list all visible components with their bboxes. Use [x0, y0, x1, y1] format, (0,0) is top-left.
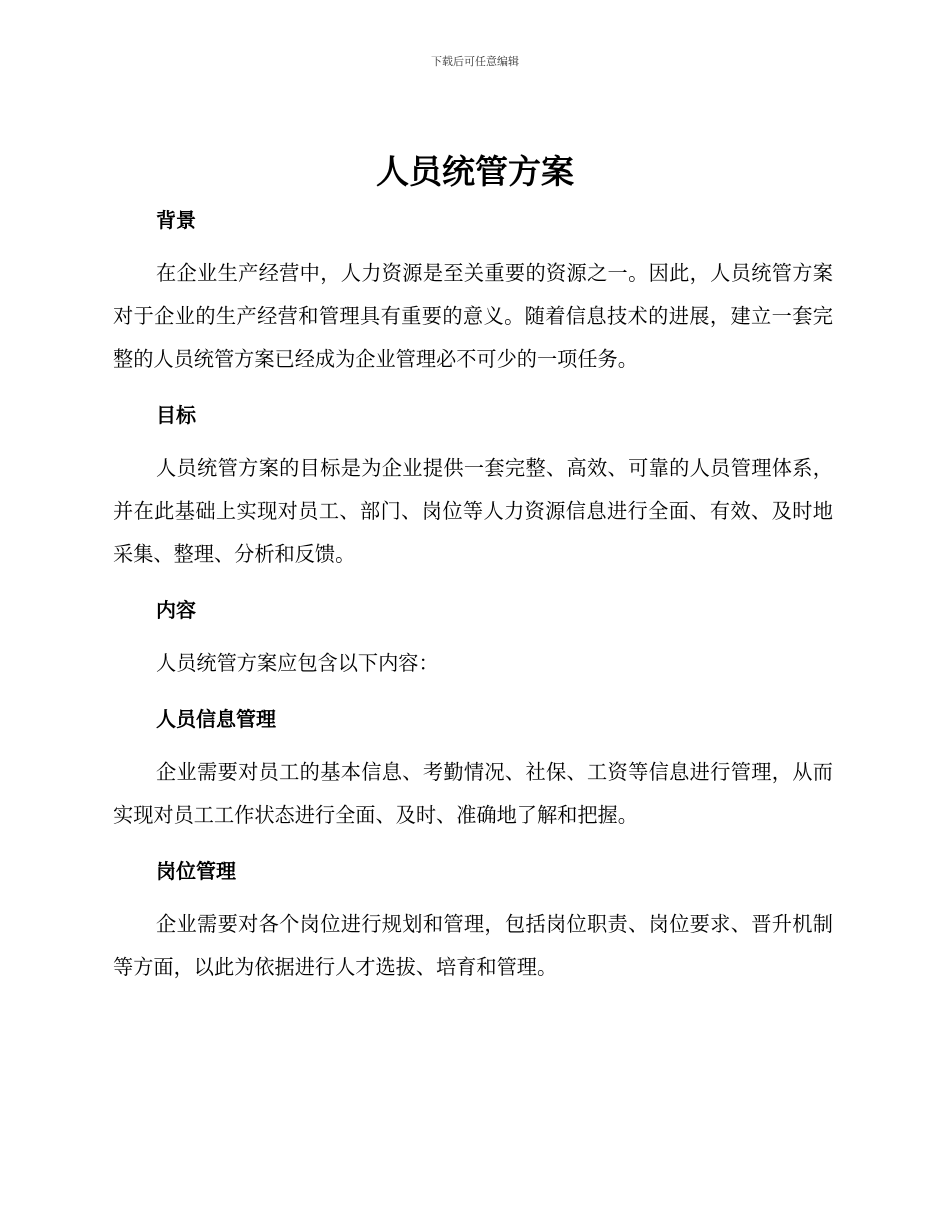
section-goal: [113, 393, 833, 576]
section-heading: 背景: [156, 208, 196, 232]
section-heading: 岗位管理: [156, 859, 236, 883]
section-heading: 目标: [156, 403, 196, 427]
section-content: [113, 588, 833, 685]
header-note: 下载后可任意编辑: [431, 55, 519, 68]
section-heading: 内容: [156, 598, 196, 622]
section-personnel-info: [113, 697, 833, 837]
section-background: [113, 198, 833, 381]
section-position-management: [113, 849, 833, 989]
section-heading: 人员信息管理: [156, 707, 276, 731]
section-paragraph: 企业需要对员工的基本信息、考勤情况、社保、工资等信息进行管理，从而实现对员工工作状态进行全面、及时、准确地了解和把握。: [113, 760, 833, 827]
document-body: [113, 198, 833, 1001]
document-title: 人员统管方案: [376, 152, 574, 191]
section-paragraph: 企业需要对各个岗位进行规划和管理，包括岗位职责、岗位要求、晋升机制等方面，以此为依据进行人才选拔、培育和管理。: [113, 912, 833, 979]
section-paragraph: 人员统管方案应包含以下内容：: [156, 651, 439, 675]
section-paragraph: 人员统管方案的目标是为企业提供一套完整、高效、可靠的人员管理体系，并在此基础上实现对员工、部门、岗位等人力资源信息进行全面、有效、及时地采集、整理、分析和反馈。: [113, 456, 833, 566]
section-paragraph: 在企业生产经营中，人力资源是至关重要的资源之一。因此，人员统管方案对于企业的生产经营和管理具有重要的意义。随着信息技术的进展，建立一套完整的人员统管方案已经成为企业管理必不可少的一项任务。: [113, 261, 833, 371]
